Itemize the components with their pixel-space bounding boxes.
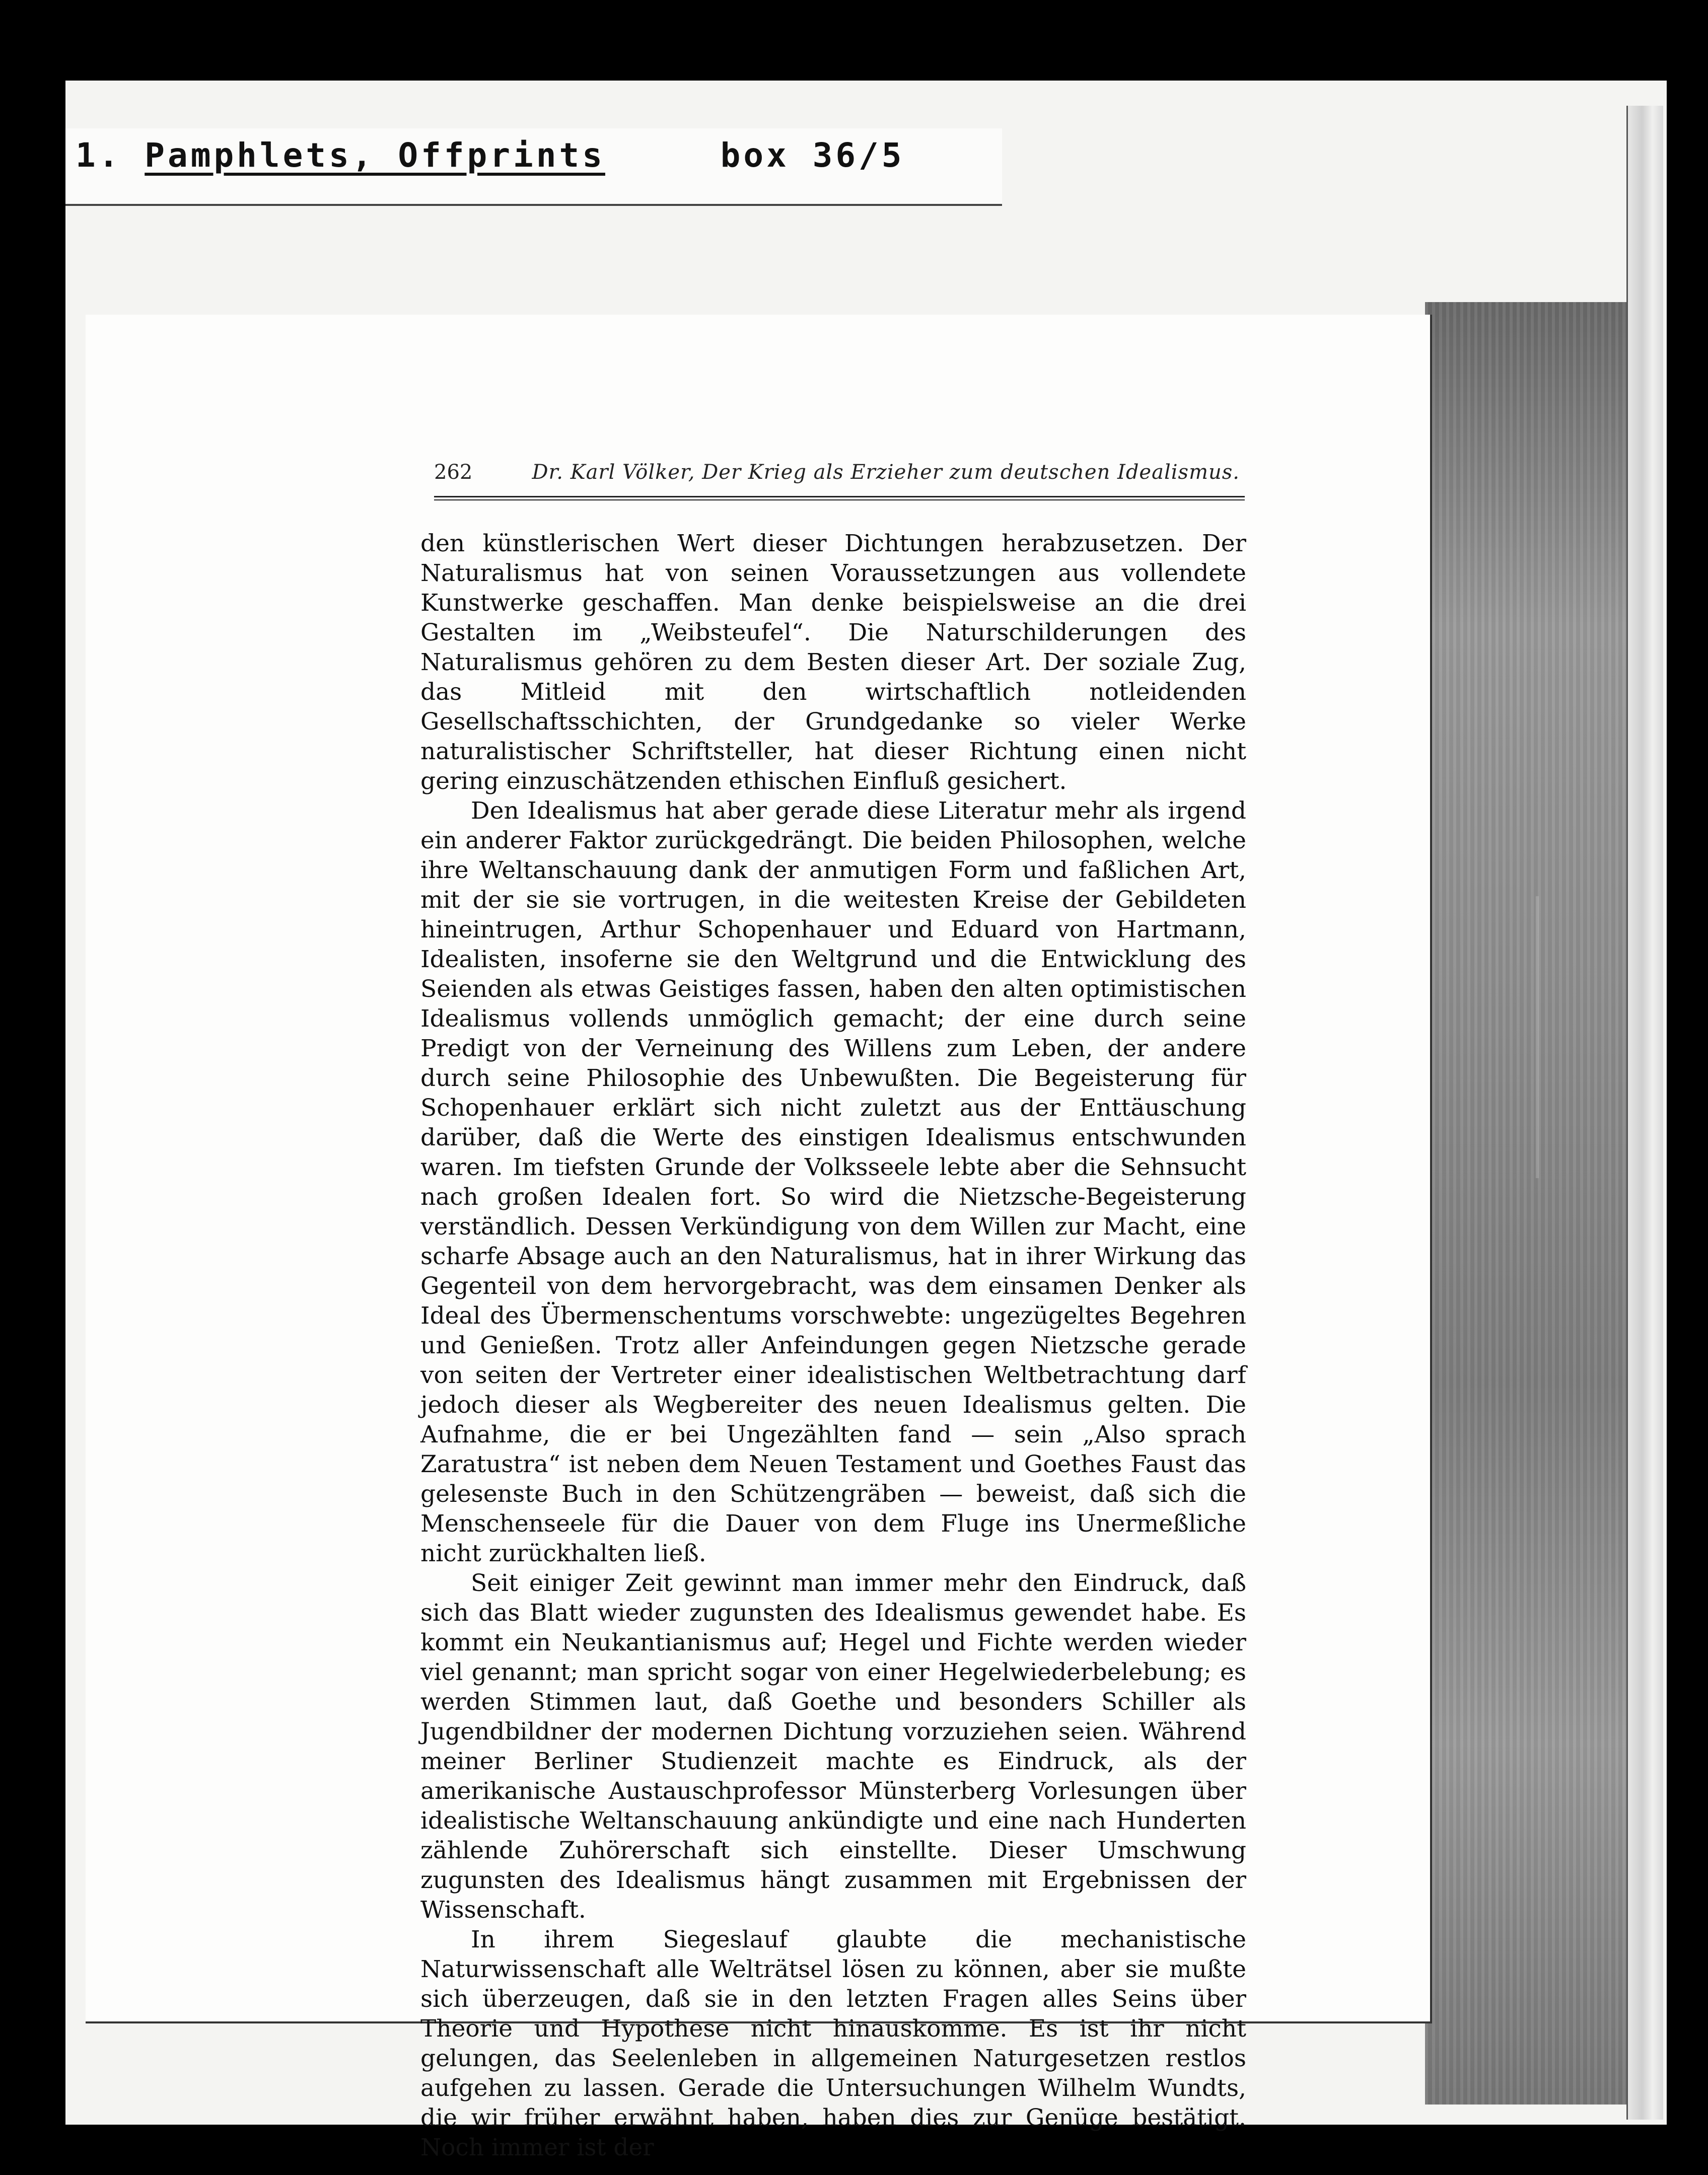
paragraph: In ihrem Siegeslauf glaubte die mechanistische Naturwissenschaft alle Welträtsel lösen zu können, aber sie mußte sich überzeugen, daß sie in den letzten Fragen alles Seins über Theorie und Hypothese nicht hinauskomme. Es ist ihr nicht gelungen, das Seelenleben in allgemeinen Naturgesetzen restlos aufgehen zu lassen. Gerade die Untersuchungen Wilhelm Wundts, die wir früher erwähnt haben, haben dies zur Genüge bestätigt. Noch immer ist der	[420, 1926, 1246, 2161]
archive-label	[76, 136, 905, 175]
archive-label-box: box 36/5	[720, 136, 905, 175]
page-header	[434, 461, 1240, 491]
page-number: 262	[434, 461, 473, 484]
archive-label-category: Pamphlets, Offprints	[145, 136, 605, 175]
paragraph: Seit einiger Zeit gewinnt man immer mehr den Eindruck, daß sich das Blatt wieder zugunsten des Idealismus gewendet habe. Es kommt ein Neukantianismus auf; Hegel und Fichte werden wieder viel genannt; man spricht sogar von einer Hegelwiederbelebung; es werden Stimmen laut, daß Goethe und besonders Schiller als Jugendbildner der modernen Dichtung vorzuziehen seien. Während meiner Berliner Studienzeit machte es Eindruck, als der amerikanische Austauschprofessor Münsterberg Vorlesungen über idealistische Weltanschauung ankündigte und eine nach Hunderten zählende Zuhörerschaft sich einstellte. Dieser Umschwung zugunsten des Idealismus hängt zusammen mit Ergebnissen der Wissenschaft.	[420, 1569, 1246, 1924]
header-rule	[434, 496, 1245, 500]
archive-label-number: 1.	[76, 136, 122, 175]
body-text	[420, 529, 1246, 2162]
faint-margin-note	[1536, 896, 1599, 1178]
running-head: Dr. Karl Völker, Der Krieg als Erzieher zum deutschen Idealismus.	[532, 461, 1240, 484]
folder-edge	[1626, 106, 1663, 2120]
paragraph: den künstlerischen Wert dieser Dichtungen herabzusetzen. Der Naturalismus hat von seinen Voraussetzungen aus vollendete Kunstwerke geschaffen. Man denke beispielsweise an die drei Gestalten im „Weibsteufel“. Die Naturschilderungen des Naturalismus gehören zu dem Besten dieser Art. Der soziale Zug, das Mitleid mit den wirtschaftlich notleidenden Gesellschaftsschichten, der Grundgedanke so vieler Werke naturalistischer Schriftsteller, hat dieser Richtung einen nicht gering einzuschätzenden ethischen Einfluß gesichert.	[420, 530, 1246, 795]
paragraph: Den Idealismus hat aber gerade diese Literatur mehr als irgend ein anderer Faktor zurückgedrängt. Die beiden Philosophen, welche ihre Weltanschauung dank der anmutigen Form und faßlichen Art, mit der sie sie vortrugen, in die weitesten Kreise der Gebildeten hineintrugen, Arthur Schopenhauer und Eduard von Hartmann, Idealisten, insoferne sie den Weltgrund und die Entwicklung des Seienden als etwas Geistiges fassen, haben den alten optimistischen Idealismus vollends unmöglich gemacht; der eine durch seine Predigt von der Verneinung des Willens zum Leben, der andere durch seine Philosophie des Unbewußten. Die Begeisterung für Schopenhauer erklärt sich nicht zuletzt aus der Enttäuschung darüber, daß die Werte des einstigen Idealismus entschwunden waren. Im tiefsten Grunde der Volksseele lebte aber die Sehnsucht nach großen Idealen fort. So wird die Nietzsche-Begeisterung verständlich. Dessen Verkündigung von dem Willen zur Macht, eine scharfe Absage auch an den Naturalismus, hat in ihrer Wirkung das Gegenteil von dem hervorgebracht, was dem einsamen Denker als Ideal des Übermenschentums vorschwebte: ungezügeltes Begehren und Genießen. Trotz aller Anfeindungen gegen Nietzsche gerade von seiten der Vertreter einer idealistischen Weltbetrachtung darf jedoch dieser als Wegbereiter des neuen Idealismus gelten. Die Aufnahme, die er bei Ungezählten fand — sein „Also sprach Zaratustra“ ist neben dem Neuen Testament und Goethes Faust das gelesenste Buch in den Schützengräben — beweist, daß sich die Menschenseele für die Dauer von dem Fluge ins Unermeßliche nicht zurückhalten ließ.	[420, 797, 1246, 1567]
